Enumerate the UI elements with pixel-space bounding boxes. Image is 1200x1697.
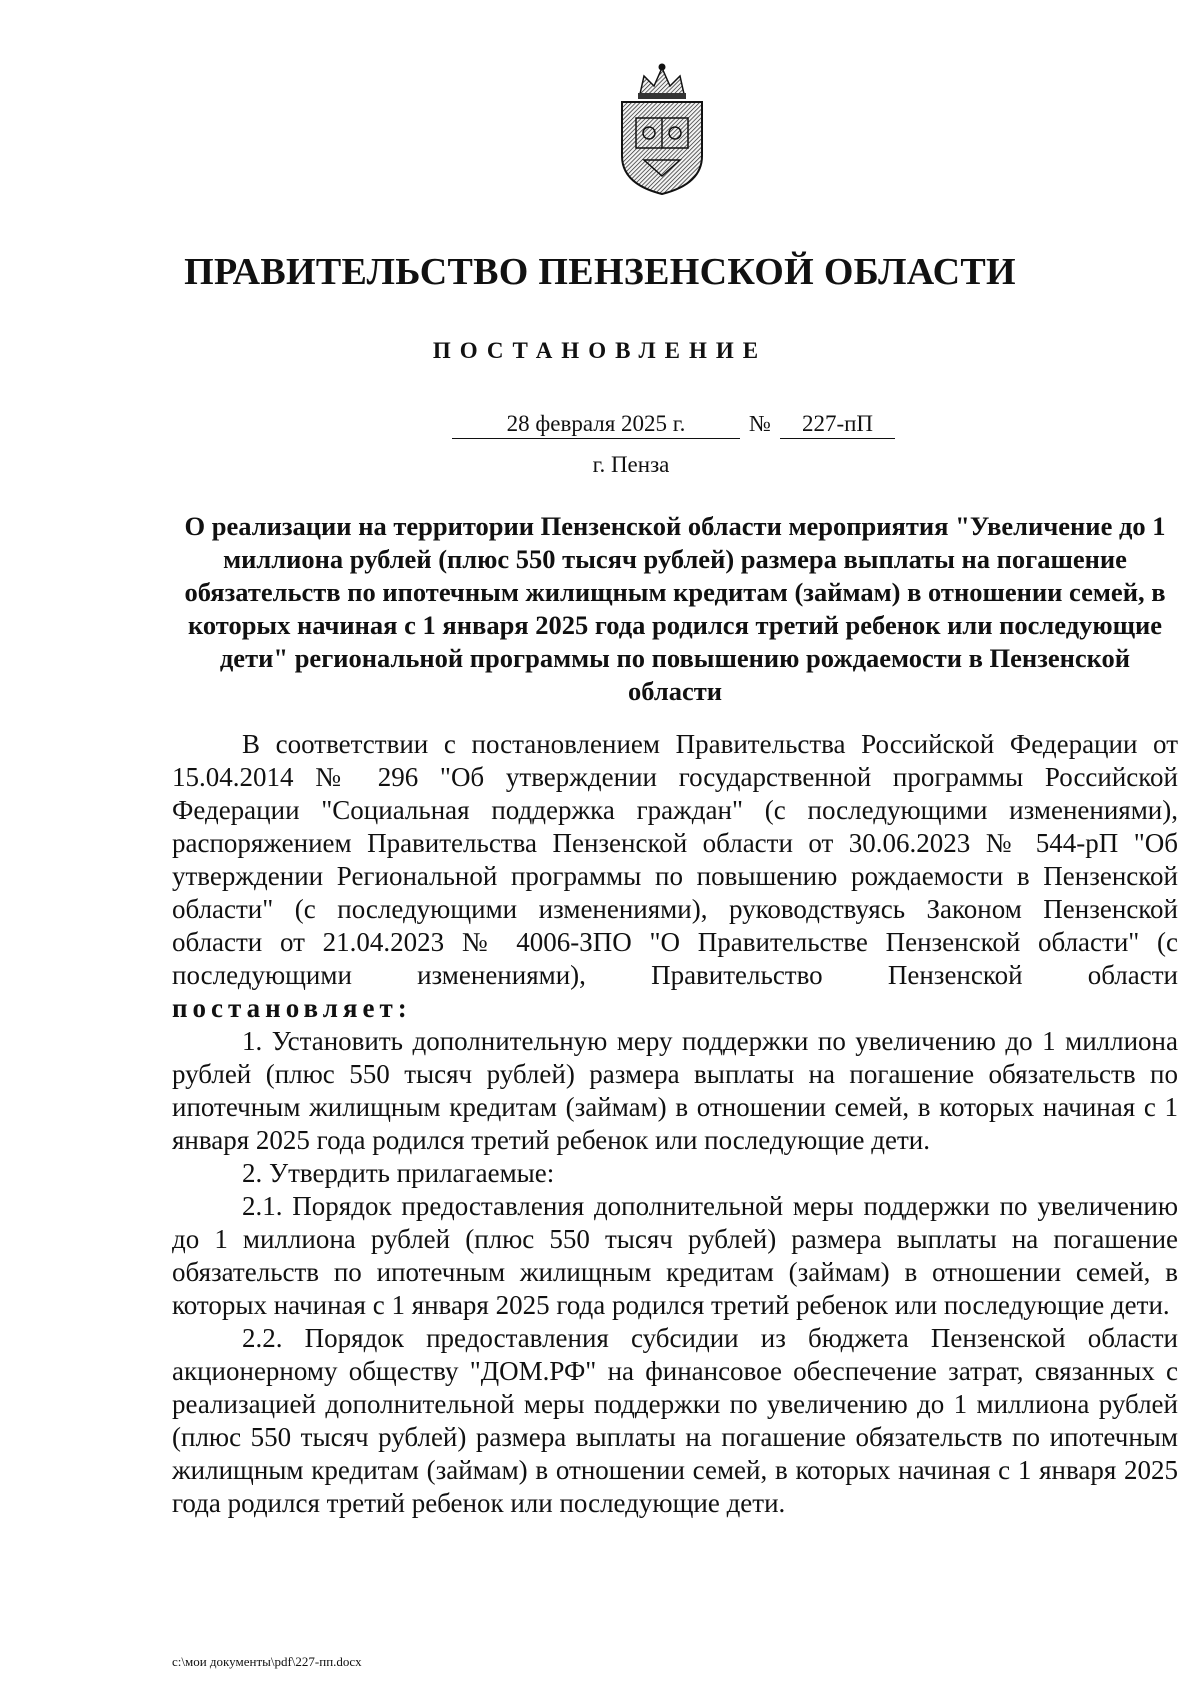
document-date: 28 февраля 2025 г. (452, 410, 740, 439)
file-path-footer: c:\мои документы\pdf\227-пп.docx (172, 1654, 362, 1669)
document-body (172, 728, 1178, 1520)
document-title: О реализации на территории Пензенской области мероприятия "Увеличение до 1 миллиона рублей (плюс 550 тысяч рублей) размера выплаты на погашение обязательств по ипотечным жилищным кредитам (займам) в отношении семей, в которых начиная с 1 января 2025 года родился третий ребенок или последующие дети" региональной программы по повышению рождаемости в Пензенской области (184, 511, 1166, 706)
number-sign: № (749, 411, 771, 436)
item-2-2: 2.2. Порядок предоставления субсидии из бюджета Пензенской области акционерному обществу "ДОМ.РФ" на финансовое обеспечение затрат, связанных с реализацией дополнительной меры поддержки по увеличению до 1 миллиона рублей (плюс 550 тысяч рублей) размера выплаты на погашение обязательств по ипотечным жилищным кредитам (займам) в отношении семей, в которых начиная с 1 января 2025 года родился третий ребенок или последующие дети. (172, 1323, 1178, 1518)
coat-of-arms-icon (610, 60, 715, 196)
resolves-word: постановляет: (172, 993, 412, 1023)
item-1: 1. Установить дополнительную меру поддержки по увеличению до 1 миллиона рублей (плюс 550 тысяч рублей) размера выплаты на погашение обязательств по ипотечным жилищным кредитам (займам) в отношении семей, в которых начиная с 1 января 2025 года родился третий ребенок или последующие дети. (172, 1026, 1178, 1155)
preamble-text: В соответствии с постановлением Правительства Российской Федерации от 15.04.2014 № 296 "Об утверждении государственной программы Российской Федерации "Социальная поддержка граждан" (с последующими изменениями), распоряжением Правительства Пензенской области от 30.06.2023 № 544-рП "Об утверждении Региональной программы по повышению рождаемости в Пензенской области" (с последующими изменениями), руководствуясь Законом Пензенской области от 21.04.2023 № 4006-ЗПО "О Правительстве Пензенской области" (с последующими изменениями), Правительство Пензенской области (172, 729, 1178, 990)
item-2: 2. Утвердить прилагаемые: (242, 1158, 555, 1188)
date-number-line (0, 410, 1200, 442)
item-2-1: 2.1. Порядок предоставления дополнительной меры поддержки по увеличению до 1 миллиона рублей (плюс 550 тысяч рублей) размера выплаты на погашение обязательств по ипотечным жилищным кредитам (займам) в отношении семей, в которых начиная с 1 января 2025 года родился третий ребенок или последующие дети. (172, 1191, 1178, 1320)
city: г. Пенза (592, 452, 670, 477)
government-name: ПРАВИТЕЛЬСТВО ПЕНЗЕНСКОЙ ОБЛАСТИ (184, 251, 1016, 293)
preamble-paragraph (172, 728, 1178, 1025)
document-number: 227-пП (780, 410, 895, 439)
document-type: ПОСТАНОВЛЕНИЕ (432, 338, 768, 363)
